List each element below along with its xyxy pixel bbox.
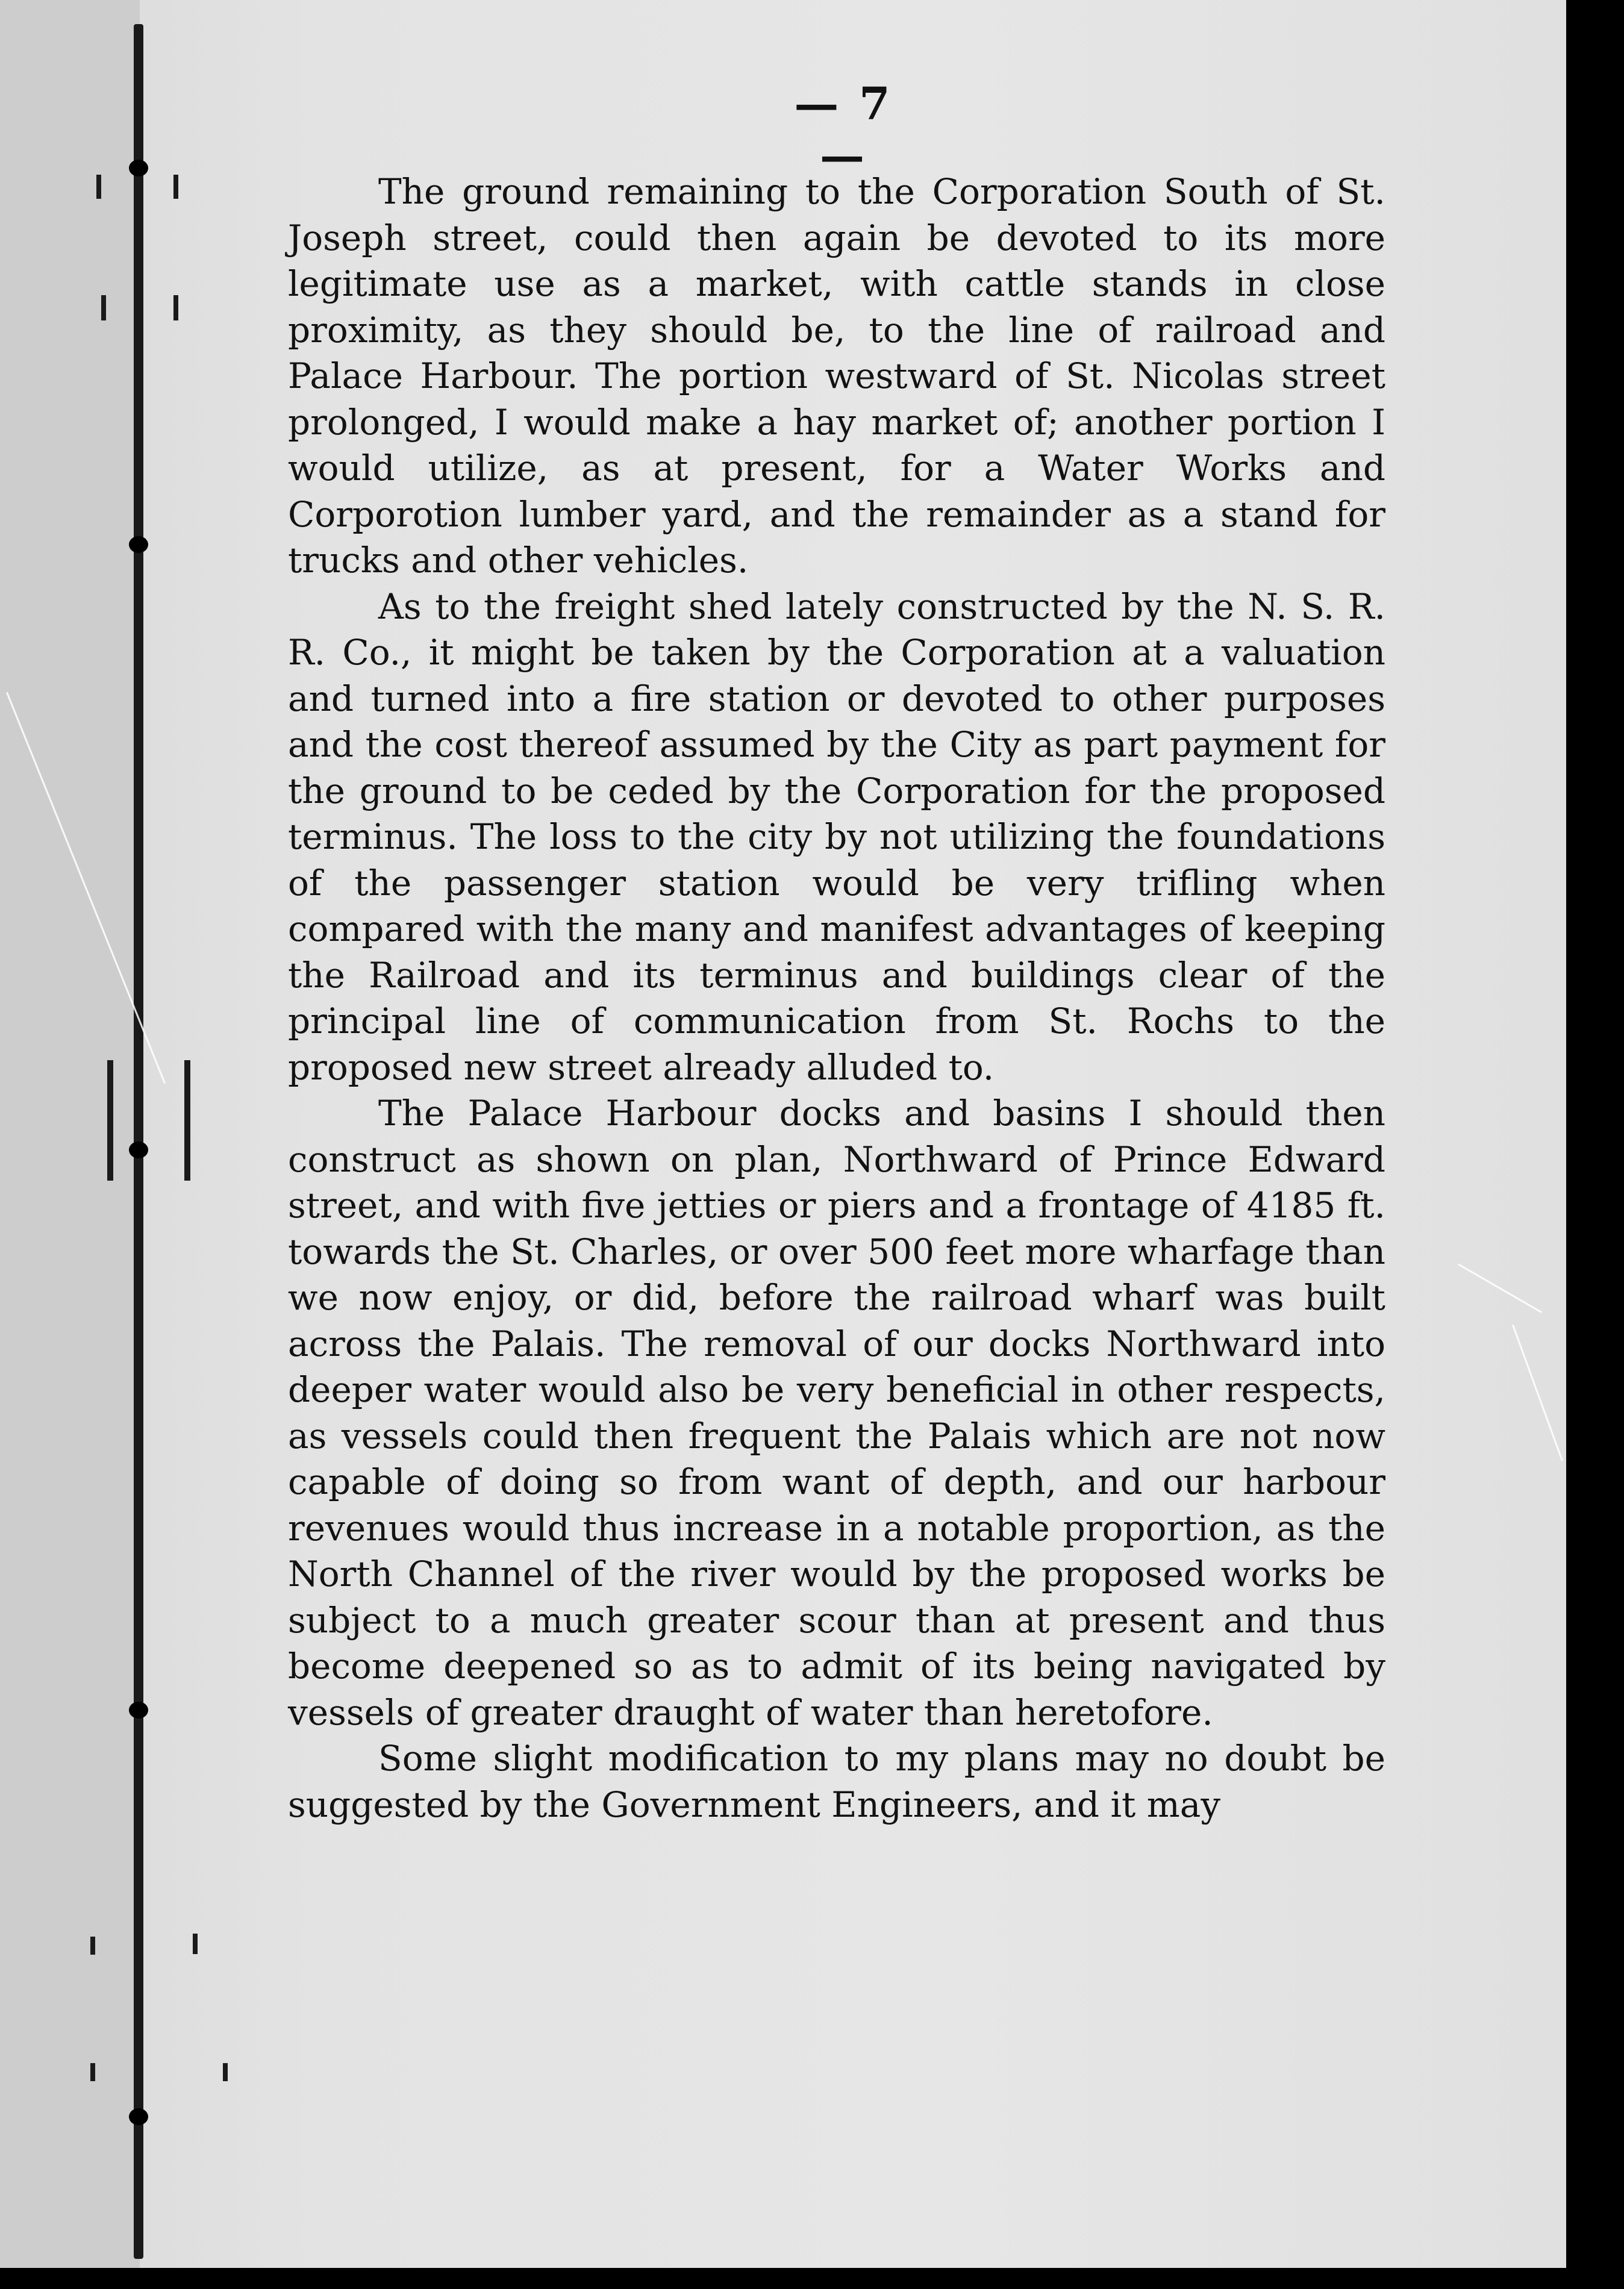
binding-mark (90, 1937, 95, 1955)
paragraph: As to the freight shed lately constructed by the N. S. R. R. Co., it might be taken by the Corporation at a valuation and turned into a fire station or devoted to other purposes and the cost thereof assumed by the City as part payment for the ground to be ceded by the Corporation for the proposed terminus. The loss to the city by not utilizing the foundations of the passenger station would be very trifling when compared with the many and manifest advantages of keeping the Railroad and its terminus and buildings clear of the principal line of communication from St. Rochs to the proposed new street already alluded to. (288, 586, 1385, 1088)
stitch-mark (129, 160, 148, 176)
scan-border-right (1566, 0, 1624, 2289)
binding-mark (193, 1934, 198, 1954)
binding-mark (96, 175, 101, 199)
binding-mark (173, 295, 178, 320)
scan-scratch (1458, 1263, 1542, 1313)
binding-mark (184, 1060, 190, 1181)
binding-mark (223, 2063, 228, 2081)
stitch-mark (129, 2108, 148, 2125)
stitch-mark (129, 1141, 148, 1158)
binding-mark (90, 2063, 95, 2081)
stitch-mark (129, 536, 148, 553)
body-text (288, 169, 1385, 1828)
binding-mark (107, 1060, 113, 1181)
paragraph: The ground remaining to the Corporation South of St. Joseph street, could then again be devoted to its more legitimate use as a market, with cattle stands in close proximity, as they should be, to the line of railroad and Palace Harbour. The portion westward of St. Nicolas street prolonged, I would make a hay market of; another portion I would utilize, as at present, for a Water Works and Corporotion lumber yard, and the remainder as a stand for trucks and other vehicles. (288, 171, 1385, 581)
scan-scratch (1512, 1325, 1563, 1461)
binding-strip (0, 0, 140, 2268)
paragraph: Some slight modification to my plans may no doubt be suggested by the Government Engineers, and it may (288, 1738, 1385, 1825)
binding-mark (173, 175, 178, 199)
binding-mark (101, 295, 106, 320)
scan-border-bottom (0, 2268, 1624, 2289)
paragraph: The Palace Harbour docks and basins I should then construct as shown on plan, Northward of Prince Edward street, and with five jetties or piers and a frontage of 4185 ft. towards the St. Charles, or over 500 feet more wharfage than we now enjoy, or did, before the railroad wharf was built across the Palais. The removal of our docks Northward into deeper water would also be very beneficial in other respects, as vessels could then frequent the Palais which are not now capable of doing so from want of depth, and our harbour revenues would thus increase in a notable proportion, as the North Channel of the river would by the proposed works be subject to a much greater scour than at present and thus become deepened so as to admit of its being navigated by vessels of greater draught of water than heretofore. (288, 1093, 1385, 1733)
page-number: — 7 — (794, 78, 893, 182)
stitch-mark (129, 1702, 148, 1719)
